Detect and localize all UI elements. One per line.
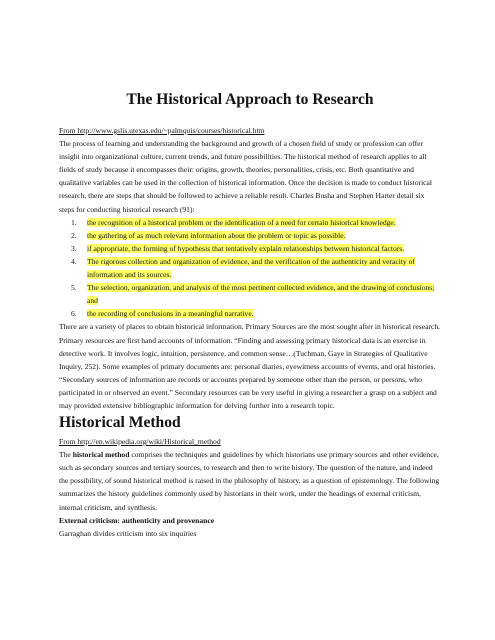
method-text-post: comprises the techniques and guidelines by which historians use primary sources and other evidence, such as secondary sources and tertiary sources, to research and then to write history. The question of the nature, and indeed the possibility, of sound historical method is raised in the philosophy of history, as a question of epistemology. The following summarizes the history guidelines commonly used by historians in their work, under the headings of external criticism, internal criticism, and synthesis. bbox=[59, 450, 440, 512]
sources-paragraph: There are a variety of places to obtain historical information. Primary Sources are the most sought after in historical research. Primary resources are first hand accounts of information. “Finding and assessing primary historical data is an exercise in detective work. It involves logic, intuition, persistence, and common sense…(Tuchman, Gaye in Strategies of Qualitative Inquiry, 252). Some examples of primary documents are: personal diaries, eyewitness accounts of events, and oral histories. “Secondary sources of information are records or accounts prepared by someone other than the person, or persons, who participated in or observed an event.” Secondary resources can be very useful in giving a researcher a grasp on a subject and may provided extensive bibliographic information for delving further into a research topic. bbox=[59, 322, 441, 410]
step-text: The rigorous collection and organization of evidence, and the verification of the authenticity and veracity of information and its sources. bbox=[87, 256, 415, 280]
steps-list bbox=[59, 216, 441, 321]
step-number: 3. bbox=[71, 243, 77, 253]
page-title: The Historical Approach to Research bbox=[126, 91, 374, 108]
list-item bbox=[59, 216, 441, 229]
list-item bbox=[59, 229, 441, 242]
step-text: the gathering of as much relevant information about the problem or topic as possible. bbox=[87, 230, 346, 240]
list-item bbox=[59, 281, 441, 307]
source-link-1[interactable]: From http://www.gslis.utexas.edu/~palmquis/courses/historical.htm bbox=[59, 126, 265, 135]
step-text: The selection, organization, and analysis of the most pertinent collected evidence, and the drawing of conclusions; and bbox=[87, 283, 435, 306]
method-term: historical method bbox=[72, 450, 130, 460]
step-text: the recognition of a historical problem or the identification of a need for certain historical knowledge. bbox=[87, 217, 396, 227]
step-number: 4. bbox=[71, 256, 77, 266]
list-item bbox=[59, 255, 441, 281]
intro-paragraph: The process of learning and understanding the background and growth of a chosen field of study or profession can offer insight into organizational culture, current trends, and future possibilities. The historical method of research applies to all fields of study because it encompasses their: origins, growth, theories, personalities, crisis, etc. Both quantitative and qualitative variables can be used in the collection of historical information. Once the decision is made to conduct historical research, there are steps that should be followed to achieve a reliable result. Charles Busha and Stephen Harter detail six steps for conducting historical research (91): bbox=[59, 139, 433, 214]
step-number: 2. bbox=[71, 230, 77, 240]
source-link-2[interactable]: From http://en.wikipedia.org/wiki/Historical_method bbox=[59, 437, 221, 447]
step-number: 1. bbox=[71, 217, 77, 227]
step-number: 6. bbox=[71, 309, 77, 319]
step-text: the recording of conclusions in a meaningful narrative. bbox=[87, 309, 254, 319]
subheading: External criticism: authenticity and provenance bbox=[59, 515, 215, 525]
list-item bbox=[59, 242, 441, 255]
step-text: if appropriate, the forming of hypothesis that tentatively explain relationships between historical factors. bbox=[87, 243, 405, 253]
section-heading: Historical Method bbox=[59, 414, 181, 432]
list-item bbox=[59, 307, 441, 320]
method-paragraph bbox=[59, 448, 441, 513]
closing-line: Garraghan divides criticism into six inquiries bbox=[59, 528, 197, 538]
method-text-pre: The bbox=[59, 450, 73, 460]
step-number: 5. bbox=[71, 283, 77, 293]
